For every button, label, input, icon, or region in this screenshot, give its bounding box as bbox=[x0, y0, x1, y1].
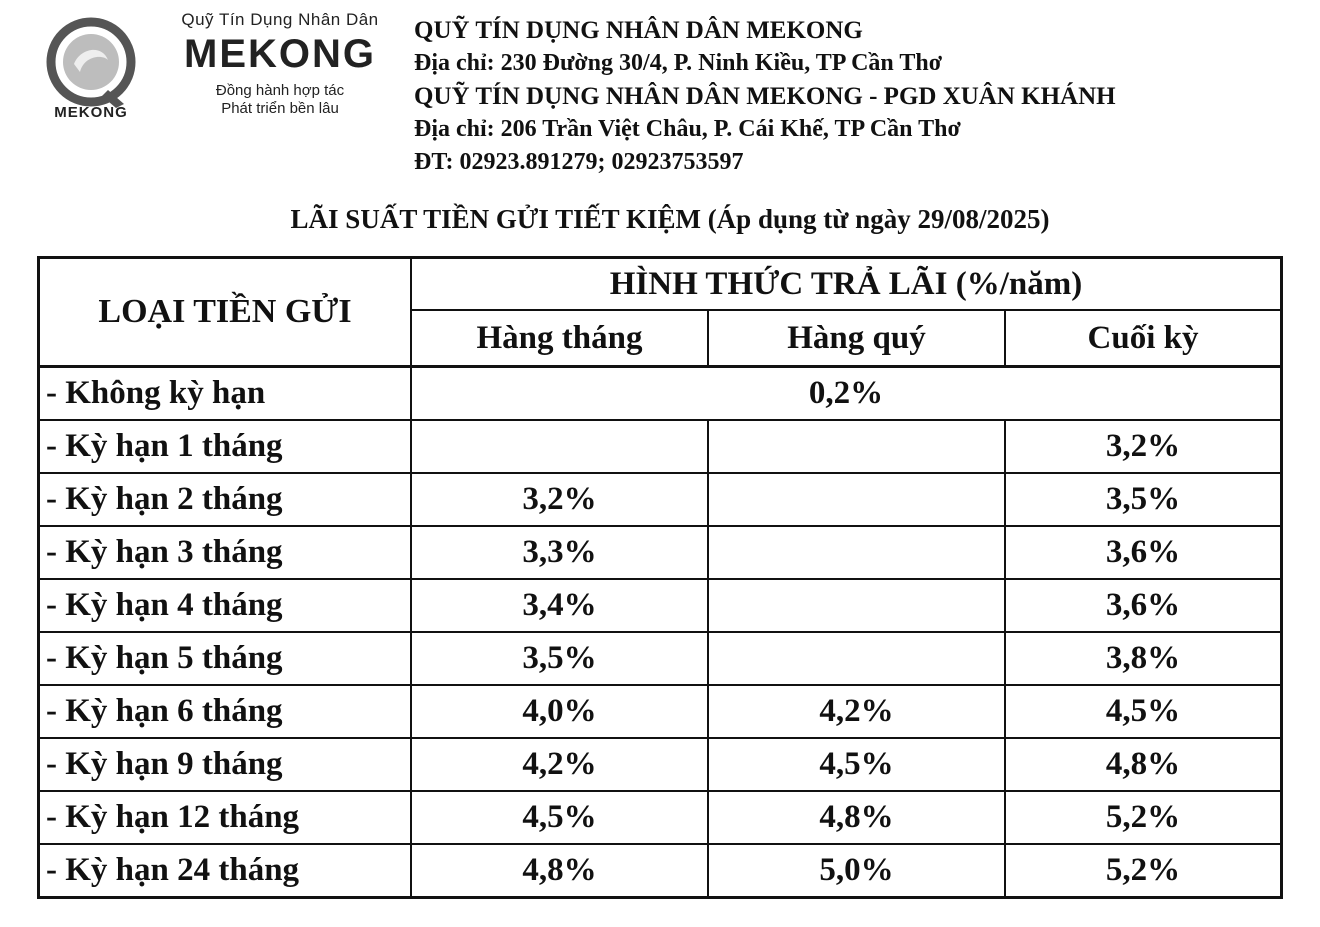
row-label: - Kỳ hạn 24 tháng bbox=[39, 844, 412, 898]
rate-monthly: 4,5% bbox=[411, 791, 708, 844]
brand-tagline-2: Phát triển bền lâu bbox=[221, 100, 339, 117]
rate-end-of-term: 3,6% bbox=[1005, 526, 1282, 579]
rate-quarterly bbox=[708, 632, 1005, 685]
rate-monthly bbox=[411, 420, 708, 473]
header-quarterly: Hàng quý bbox=[708, 310, 1005, 367]
table-row bbox=[39, 473, 1282, 526]
rate-quarterly: 4,2% bbox=[708, 685, 1005, 738]
brand-name: MEKONG bbox=[184, 32, 376, 76]
table-row bbox=[39, 685, 1282, 738]
header-monthly: Hàng tháng bbox=[411, 310, 708, 367]
row-label: - Kỳ hạn 9 tháng bbox=[39, 738, 412, 791]
row-label: - Kỳ hạn 3 tháng bbox=[39, 526, 412, 579]
table-row bbox=[39, 738, 1282, 791]
rate-quarterly bbox=[708, 579, 1005, 632]
rate-quarterly bbox=[708, 420, 1005, 473]
table-row bbox=[39, 632, 1282, 685]
rate-no-term: 0,2% bbox=[411, 367, 1282, 421]
row-label: - Kỳ hạn 6 tháng bbox=[39, 685, 412, 738]
table-row bbox=[39, 844, 1282, 898]
rate-monthly: 3,5% bbox=[411, 632, 708, 685]
rate-monthly: 3,4% bbox=[411, 579, 708, 632]
header-payment-method: HÌNH THỨC TRẢ LÃI (%/năm) bbox=[411, 258, 1282, 311]
phone-numbers: ĐT: 02923.891279; 02923753597 bbox=[414, 149, 744, 175]
row-label: - Không kỳ hạn bbox=[39, 367, 412, 421]
rate-end-of-term: 3,2% bbox=[1005, 420, 1282, 473]
rate-quarterly: 4,8% bbox=[708, 791, 1005, 844]
row-label: - Kỳ hạn 12 tháng bbox=[39, 791, 412, 844]
brand-block bbox=[155, 10, 405, 118]
brand-small-text: Quỹ Tín Dụng Nhân Dân bbox=[181, 10, 379, 29]
org-address: Địa chỉ: 230 Đường 30/4, P. Ninh Kiều, TP Cần Thơ bbox=[414, 50, 942, 76]
rate-quarterly: 4,5% bbox=[708, 738, 1005, 791]
rate-quarterly: 5,0% bbox=[708, 844, 1005, 898]
table-row bbox=[39, 791, 1282, 844]
rate-end-of-term: 3,6% bbox=[1005, 579, 1282, 632]
table-row bbox=[39, 526, 1282, 579]
header-end-of-term: Cuối kỳ bbox=[1005, 310, 1282, 367]
row-label: - Kỳ hạn 1 tháng bbox=[39, 420, 412, 473]
rate-monthly: 3,2% bbox=[411, 473, 708, 526]
branch-address: Địa chỉ: 206 Trần Việt Châu, P. Cái Khế, TP Cần Thơ bbox=[414, 116, 961, 142]
table-row bbox=[39, 420, 1282, 473]
row-label: - Kỳ hạn 4 tháng bbox=[39, 579, 412, 632]
rate-end-of-term: 4,5% bbox=[1005, 685, 1282, 738]
rate-end-of-term: 4,8% bbox=[1005, 738, 1282, 791]
rate-monthly: 4,0% bbox=[411, 685, 708, 738]
row-label: - Kỳ hạn 2 tháng bbox=[39, 473, 412, 526]
rate-monthly: 3,3% bbox=[411, 526, 708, 579]
table-row-no-term bbox=[39, 367, 1282, 421]
rate-end-of-term: 3,5% bbox=[1005, 473, 1282, 526]
page-title: LÃI SUẤT TIỀN GỬI TIẾT KIỆM (Áp dụng từ ngày 29/08/2025) bbox=[290, 204, 1050, 234]
rate-quarterly bbox=[708, 526, 1005, 579]
rate-end-of-term: 3,8% bbox=[1005, 632, 1282, 685]
contact-info bbox=[414, 14, 1314, 179]
rate-monthly: 4,2% bbox=[411, 738, 708, 791]
rates-table bbox=[37, 256, 1283, 899]
table-row bbox=[39, 579, 1282, 632]
rate-quarterly bbox=[708, 473, 1005, 526]
branch-name: QUỸ TÍN DỤNG NHÂN DÂN MEKONG - PGD XUÂN KHÁNH bbox=[414, 83, 1116, 110]
rate-end-of-term: 5,2% bbox=[1005, 791, 1282, 844]
rate-end-of-term: 5,2% bbox=[1005, 844, 1282, 898]
row-label: - Kỳ hạn 5 tháng bbox=[39, 632, 412, 685]
brand-tagline-1: Đồng hành hợp tác bbox=[215, 82, 345, 99]
logo-caption: MEKONG bbox=[54, 104, 128, 121]
rate-monthly: 4,8% bbox=[411, 844, 708, 898]
org-name: QUỸ TÍN DỤNG NHÂN DÂN MEKONG bbox=[414, 17, 863, 44]
header-deposit-type: LOẠI TIỀN GỬI bbox=[39, 258, 412, 367]
